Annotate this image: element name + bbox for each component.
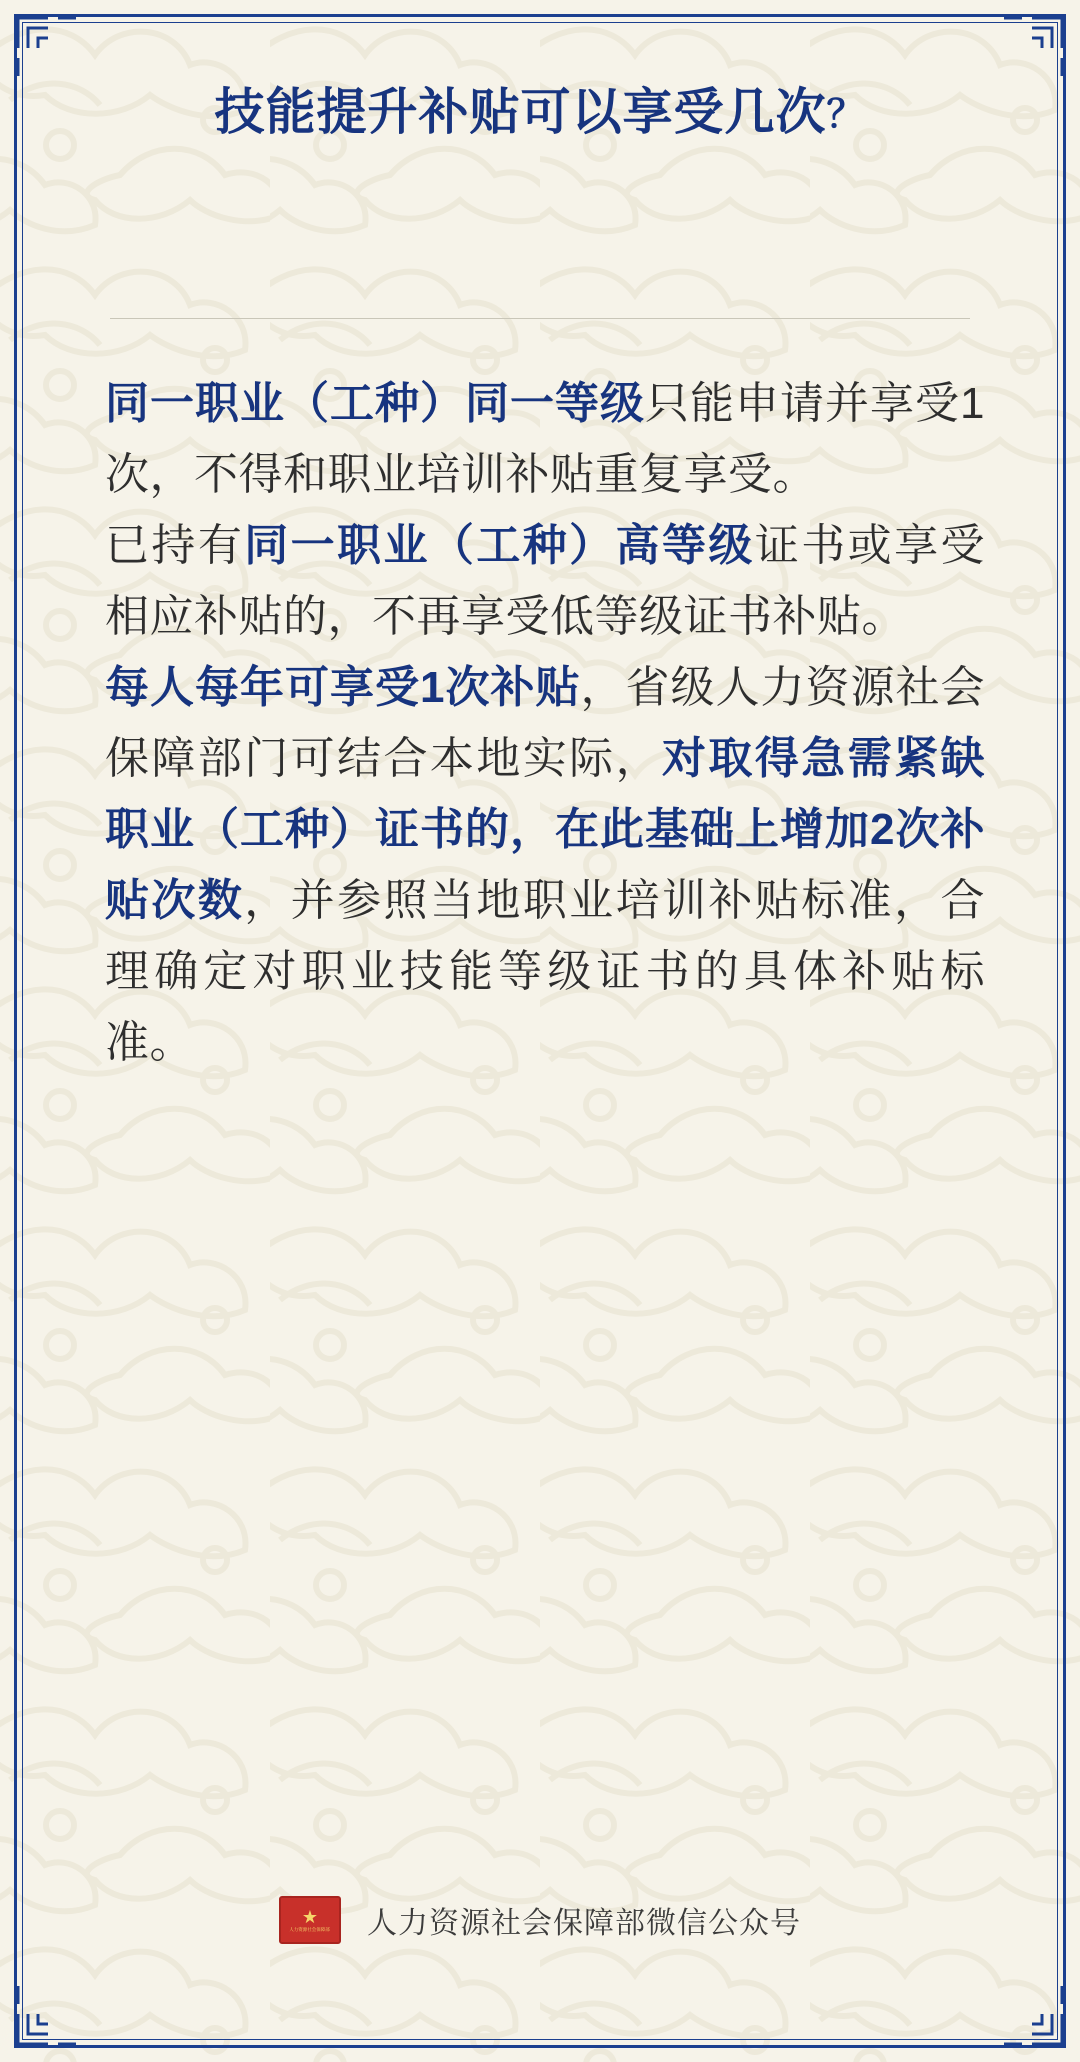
footer-label: 人力资源社会保障部微信公众号: [367, 1907, 801, 1940]
page-title-question-mark: ？: [826, 94, 866, 136]
body-text-segment: 已持有: [105, 521, 245, 570]
national-emblem-icon: [279, 1896, 341, 1944]
body-text-segment: 证书或享受相应补贴的，不再享受低等级证书补贴。: [105, 521, 986, 641]
body-text-segment: ，并参照当地职业培训补贴标准，合理确定对职业技能等级证书的具体补贴标准。: [105, 876, 985, 1067]
body-text-segment: 只能申请并享受1次，不得和职业培训补贴重复享受。: [105, 379, 985, 499]
body-text-highlight: 同一职业（工种）同一等级: [105, 379, 646, 428]
footer: [0, 1896, 1080, 1944]
page-title: [60, 72, 1020, 144]
body-paragraph: [105, 368, 985, 510]
body-text: [105, 368, 985, 1078]
emblem-star-icon: ★: [301, 1906, 319, 1927]
emblem-caption: 人力资源社会保障部: [289, 1927, 331, 1933]
body-paragraph: [105, 510, 985, 652]
body-text-highlight: 同一职业（工种）高等级: [244, 521, 755, 570]
horizontal-divider: [110, 318, 970, 319]
body-text-highlight: 每人每年可享受1次补贴: [105, 663, 581, 712]
body-text-highlight: 对取得急需紧缺职业（工种）证书的，在此基础上增加2次补贴次数: [105, 734, 985, 925]
body-paragraph: [105, 652, 985, 1078]
page-title-text: 技能提升补贴可以享受几次: [214, 84, 827, 140]
body-text-segment: ，省级人力资源社会保障部门可结合本地实际，: [105, 663, 985, 783]
